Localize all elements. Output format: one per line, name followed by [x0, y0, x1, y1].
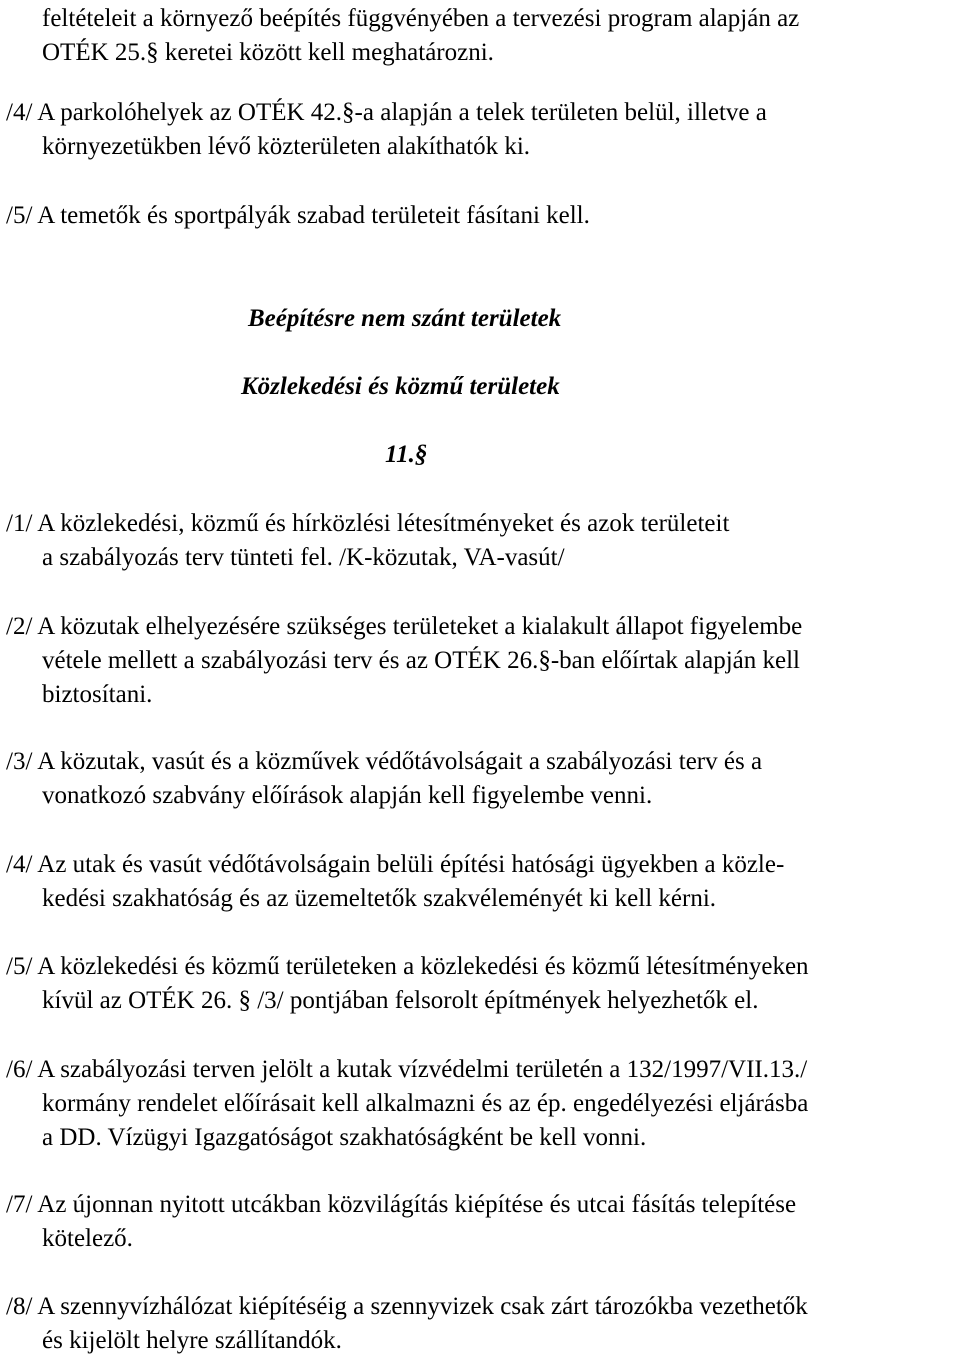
paragraph-text: A szennyvízhálózat kiépítéséig a szennyvizek csak zárt tározókba vezethetők — [37, 1293, 808, 1320]
paragraph-line: és kijelölt helyre szállítandók. — [42, 1327, 342, 1354]
intro-text — [6, 2, 956, 70]
paragraph-8 — [6, 1290, 956, 1358]
paragraph-line — [6, 1290, 956, 1324]
paragraph-text: Az újonnan nyitott utcákban közvilágítás kiépítése és utcai fásítás telepítése — [37, 1191, 797, 1218]
paragraph-1 — [6, 507, 956, 575]
paragraph-number: /4/ — [6, 851, 33, 878]
paragraph-line: vonatkozó szabvány előírások alapján kell figyelembe venni. — [42, 782, 653, 809]
paragraph-2 — [6, 610, 956, 712]
prev-paragraph-5 — [6, 199, 956, 233]
paragraph-text: A közutak elhelyezésére szükséges területeket a kialakult állapot figyelembe — [37, 613, 803, 640]
subsection-title: Közlekedési és közmű területek — [241, 373, 560, 400]
prev-paragraph-4 — [6, 96, 956, 164]
paragraph-line — [6, 848, 956, 882]
paragraph-line — [6, 199, 956, 233]
paragraph-text: A temetők és sportpályák szabad területeit fásítani kell. — [37, 202, 590, 229]
paragraph-number-heading: 11.§ — [385, 441, 428, 468]
paragraph-text: A közlekedési és közmű területeken a közlekedési és közmű létesítményeken — [37, 953, 809, 980]
paragraph-number: /6/ — [6, 1056, 33, 1083]
paragraph-line: a DD. Vízügyi Igazgatóságot szakhatóságként be kell vonni. — [42, 1124, 647, 1151]
paragraph-line: a szabályozás terv tünteti fel. /K-közutak, VA-vasút/ — [42, 544, 565, 571]
intro-line: feltételeit a környező beépítés függvényében a tervezési program alapján az — [42, 5, 800, 32]
paragraph-line — [6, 96, 956, 130]
paragraph-number: /8/ — [6, 1293, 33, 1320]
paragraph-number: /5/ — [6, 953, 33, 980]
paragraph-7 — [6, 1188, 956, 1256]
paragraph-text: A parkolóhelyek az OTÉK 42.§-a alapján a telek területen belül, illetve a — [37, 99, 767, 126]
paragraph-number: /5/ — [6, 202, 33, 229]
paragraph-line: kívül az OTÉK 26. § /3/ pontjában felsorolt építmények helyezhetők el. — [42, 987, 759, 1014]
paragraph-line: vétele mellett a szabályozási terv és az OTÉK 26.§-ban előírtak alapján kell — [42, 647, 801, 674]
paragraph-line: kötelező. — [42, 1225, 133, 1252]
paragraph-number: /1/ — [6, 510, 33, 537]
paragraph-text: A közutak, vasút és a közművek védőtávolságait a szabályozási terv és a — [37, 748, 763, 775]
paragraph-line — [6, 610, 956, 644]
paragraph-line — [6, 507, 956, 541]
paragraph-5 — [6, 950, 956, 1018]
paragraph-4 — [6, 848, 956, 916]
paragraph-line: biztosítani. — [42, 681, 153, 708]
paragraph-number: /2/ — [6, 613, 33, 640]
paragraph-6 — [6, 1053, 956, 1155]
paragraph-line: kedési szakhatóság és az üzemeltetők szakvéleményét ki kell kérni. — [42, 885, 717, 912]
paragraph-line — [6, 745, 956, 779]
paragraph-line — [6, 1188, 956, 1222]
paragraph-3 — [6, 745, 956, 813]
paragraph-text: Az utak és vasút védőtávolságain belüli építési hatósági ügyekben a közle- — [37, 851, 785, 878]
paragraph-line: környezetükben lévő közterületen alakíthatók ki. — [42, 133, 531, 160]
paragraph-text: A közlekedési, közmű és hírközlési létesítményeket és azok területeit — [37, 510, 730, 537]
section-title: Beépítésre nem szánt területek — [248, 305, 562, 332]
paragraph-number: /7/ — [6, 1191, 33, 1218]
paragraph-line: kormány rendelet előírásait kell alkalmazni és az ép. engedélyezési eljárásba — [42, 1090, 809, 1117]
intro-line: OTÉK 25.§ keretei között kell meghatározni. — [42, 39, 494, 66]
paragraph-line — [6, 1053, 956, 1087]
paragraph-line — [6, 950, 956, 984]
paragraph-number: /3/ — [6, 748, 33, 775]
paragraph-text: A szabályozási terven jelölt a kutak vízvédelmi területén a 132/1997/VII.13./ — [37, 1056, 808, 1083]
paragraph-number: /4/ — [6, 99, 33, 126]
